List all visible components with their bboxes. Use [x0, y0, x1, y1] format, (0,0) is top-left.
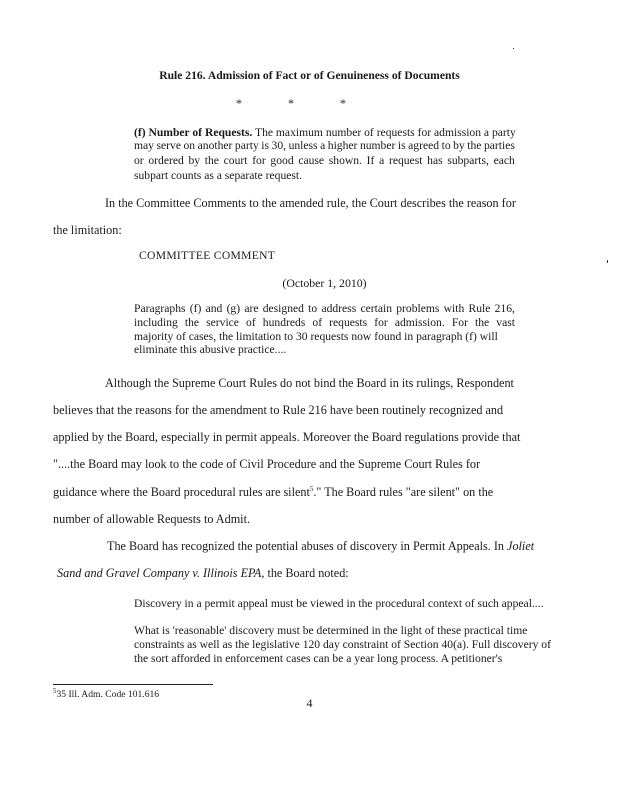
para2-line: believes that the reasons for the amendment to Rule 216 have been routinely recognized and	[53, 403, 504, 417]
rule-heading: Rule 216. Admission of Fact or of Genuineness of Documents	[159, 69, 460, 82]
case-name: Joliet	[507, 539, 535, 553]
committee-comment-date: (October 1, 2010)	[282, 276, 367, 290]
scan-speck	[607, 260, 608, 263]
comment-line: majority of cases, the limitation to 30 requests now found in paragraph (f) will	[134, 330, 498, 343]
quote2-line: Discovery in a permit appeal must be viewed in the procedural context of such appeal....	[134, 597, 544, 610]
page-number: 4	[306, 696, 313, 710]
para2-line: applied by the Board, especially in permit appeals. Moreover the Board regulations provide that	[53, 430, 521, 444]
quote1-line: (f) Number of Requests. The maximum number of requests for admission a party	[134, 126, 516, 139]
footnote-number: 5	[53, 686, 57, 695]
para1-line: the limitation:	[53, 223, 122, 237]
quote1-line: subpart counts as a separate request.	[134, 169, 303, 182]
para3-line: Sand and Gravel Company v. Illinois EPA, the Board noted:	[57, 566, 349, 580]
footnote: $^5$35 Ill. Adm. Code 101.616	[53, 686, 160, 700]
star: *	[236, 96, 242, 110]
quote1-line: or ordered by the court for good cause shown. If a request has subparts, each	[134, 154, 515, 167]
star: *	[288, 96, 294, 110]
para2-line: Although the Supreme Court Rules do not bind the Board in its rulings, Respondent	[105, 376, 514, 390]
para2-line: "....the Board may look to the code of Civil Procedure and the Supreme Court Rules for	[53, 457, 481, 471]
footnote-ref: 5	[309, 484, 314, 493]
star: *	[340, 96, 346, 110]
para3-line: The Board has recognized the potential abuses of discovery in Permit Appeals. In Joliet	[107, 539, 535, 553]
scan-speck	[513, 48, 514, 49]
para2-line: number of allowable Requests to Admit.	[53, 512, 250, 526]
case-name: Sand and Gravel Company v. Illinois EPA,	[57, 566, 265, 580]
para2-line: guidance where the Board procedural rules are silent$^5$." The Board rules "are silent" on the	[53, 484, 494, 499]
comment-line: Paragraphs (f) and (g) are designed to address certain problems with Rule 216,	[134, 302, 515, 315]
quote2-line: What is 'reasonable' discovery must be determined in the light of these practical time	[134, 624, 528, 637]
quote2-line: constraints as well as the legislative 120 day constraint of Section 40(a). Full discovery of	[134, 638, 551, 651]
quote1-line: may serve on another party is 30, unless a higher number is agreed to by the parties	[134, 139, 515, 152]
comment-line: including the service of hundreds of requests for admission. For the vast	[134, 316, 515, 329]
quote2-line: the sort afforded in enforcement cases can be a year long process. A petitioner's	[134, 652, 503, 665]
comment-line: eliminate this abusive practice....	[134, 343, 287, 356]
para1-line: In the Committee Comments to the amended rule, the Court describes the reason for	[105, 196, 516, 210]
committee-comment-title: COMMITTEE COMMENT	[139, 249, 276, 262]
quote1-label: (f) Number of Requests.	[134, 126, 253, 139]
section-break-stars	[236, 96, 346, 111]
footnote-divider	[53, 684, 213, 685]
